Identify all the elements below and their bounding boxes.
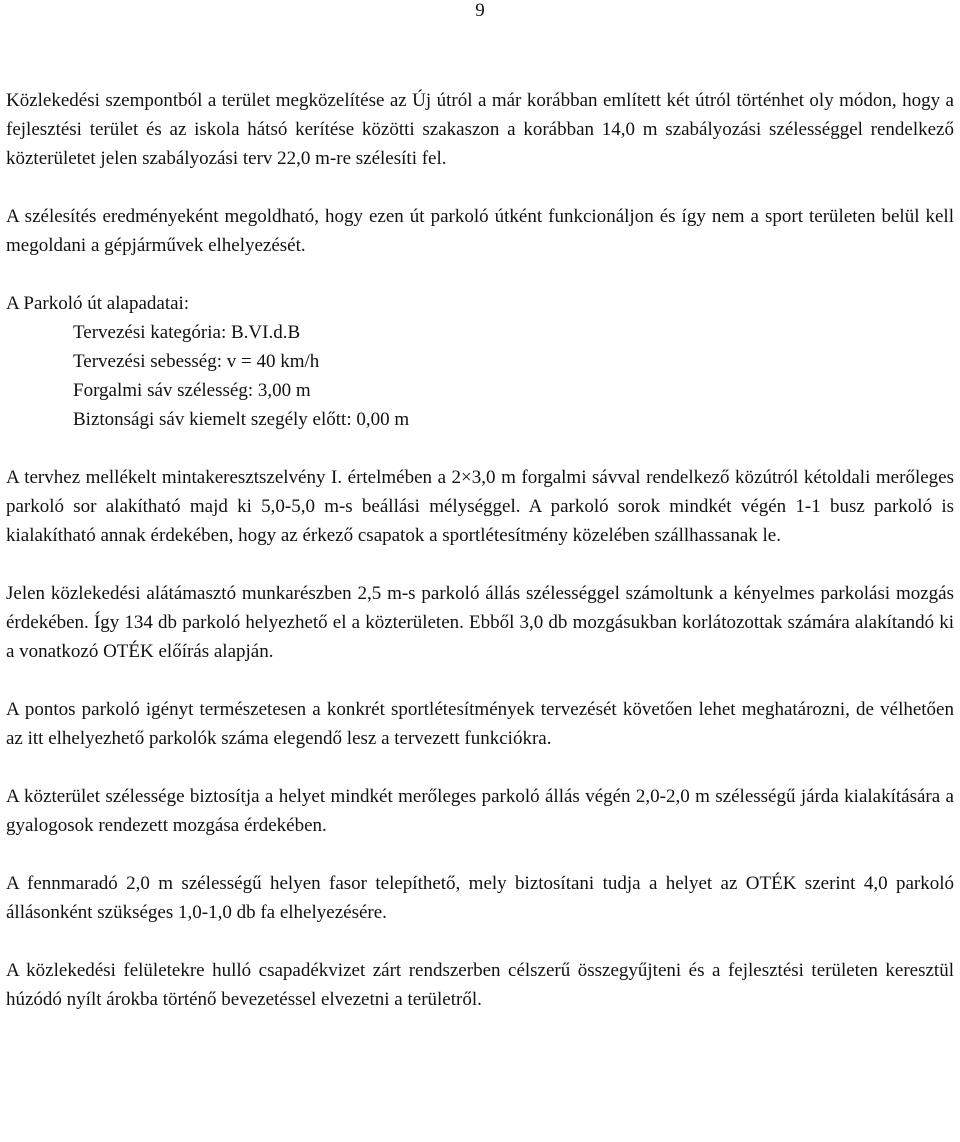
- paragraph-sidewalk: A közterület szélessége biztosítja a helyet mindkét merőleges parkoló állás végén 2,0-2,0 m szélességű járda kialakítására a gyalogosok rendezett mozgása érdekében.: [6, 786, 954, 836]
- parking-road-specs: [6, 318, 954, 434]
- paragraph-tree-row: A fennmaradó 2,0 m szélességű helyen fasor telepíthető, mely biztosítani tudja a helyet az OTÉK szerint 4,0 parkoló állásonként szükséges 1,0-1,0 db fa elhelyezésére.: [6, 873, 954, 923]
- spec-safety-strip: Biztonsági sáv kiemelt szegély előtt: 0,00 m: [73, 409, 410, 430]
- page-number: 9: [475, 0, 485, 21]
- paragraph-parking-demand: A pontos parkoló igényt természetesen a konkrét sportlétesítmények tervezését követően lehet meghatározni, de vélhetően az itt elhelyezhető parkolók száma elegendő lesz a tervezett funkciókra.: [6, 699, 954, 749]
- document-body: [6, 86, 954, 1014]
- paragraph-access: Közlekedési szempontból a terület megközelítése az Új útról a már korábban említett két útról történhet oly módon, hogy a fejlesztési terület és az iskola hátsó kerítése közötti szakaszon a korábban 14,0 m szabályozási szélességgel rendelkező közterületet jelen szabályozási terv 22,0 m-re szélesíti fel.: [6, 90, 954, 169]
- paragraph-drainage: A közlekedési felületekre hulló csapadékvizet zárt rendszerben célszerű összegyűjteni és a fejlesztési területen keresztül húzódó nyílt árokba történő bevezetéssel elvezetni a területről.: [6, 960, 954, 1010]
- paragraph-parking-count: Jelen közlekedési alátámasztó munkarészben 2,5 m-s parkoló állás szélességgel számoltunk a kényelmes parkolási mozgás érdekében. Így 134 db parkoló helyezhető el a közterületen. Ebből 3,0 db mozgásukban korlátozottak számára alakítandó ki a vonatkozó OTÉK előírás alapján.: [6, 583, 954, 662]
- spec-design-category: Tervezési kategória: B.VI.d.B: [73, 322, 301, 343]
- spec-lane-width: Forgalmi sáv szélesség: 3,00 m: [73, 380, 311, 401]
- paragraph-cross-section: A tervhez mellékelt mintakeresztszelvény I. értelmében a 2×3,0 m forgalmi sávval rendelkező közútról kétoldali merőleges parkoló sor alakítható majd ki 5,0-5,0 m-s beállási mélységgel. A parkoló sorok mindkét végén 1-1 busz parkoló is kialakítható annak érdekében, hogy az érkező csapatok a sportlétesítmény közelében szállhassanak le.: [6, 467, 954, 546]
- parking-road-heading: A Parkoló út alapadatai:: [6, 293, 190, 314]
- spec-design-speed: Tervezési sebesség: v = 40 km/h: [73, 351, 320, 372]
- paragraph-widening: A szélesítés eredményeként megoldható, hogy ezen út parkoló útként funkcionáljon és így nem a sport területen belül kell megoldani a gépjárművek elhelyezését.: [6, 206, 954, 256]
